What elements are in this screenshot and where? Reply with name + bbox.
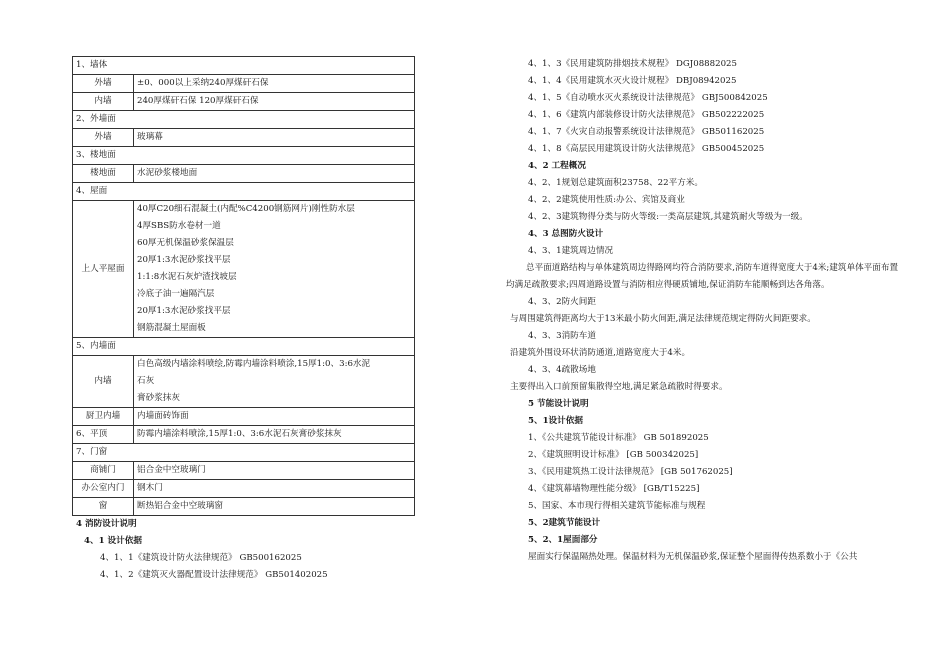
construction-spec-table [72,56,415,516]
energy-code-item: 5、国家、本市现行得相关建筑节能标准与规程 [528,501,706,511]
fire-code-item: 4、1、7《火灾自动报警系统设计法律规范》 GB501162025 [528,127,765,137]
row-label: 办公室内门 [73,480,134,498]
row-value: 240厚煤矸石保 120厚煤矸石保 [134,93,415,111]
row-label: 内墙 [73,356,134,408]
site-text: 沿建筑外围设环状消防通道,道路宽度大于4米。 [510,348,691,358]
fire-design-heading: 4 消防设计说明 [76,519,137,529]
table-row [73,165,415,183]
interior-line: 白色高级内墙涂料喷绘,防霉内墙涂料喷涂,15厚1:0、3:6水泥 [137,359,371,369]
roof-layer: 钢筋混凝土屋面板 [137,323,206,333]
roof-layer: 1:1:8水泥石灰炉渣找坡层 [137,272,237,282]
section-wall: 1、墙体 [73,57,415,75]
table-row [73,480,415,498]
fire-code-item: 4、1、2《建筑灭火器配置设计法律规范》 GB501402025 [100,570,328,580]
site-subheading: 4、3、2防火间距 [528,297,596,307]
fire-code-item: 4、1、1《建筑设计防火法律规范》 GB500162025 [100,553,302,563]
table-row [73,356,415,408]
roof-layer: 60厚无机保温砂浆保温层 [137,238,234,248]
fire-code-item: 4、1、6《建筑内部装修设计防火法律规范》 GB502222025 [528,110,765,120]
row-value: 水泥砂浆楼地面 [134,165,415,183]
table-row [73,338,415,356]
interior-line: 石灰 [137,376,155,386]
overview-item: 4、2、3建筑物得分类与防火等级:一类高层建筑,其建筑耐火等级为一级。 [528,212,808,222]
row-label: 厨卫内墙 [73,408,134,426]
row-label: 内墙 [73,93,134,111]
energy-heading: 5 节能设计说明 [528,399,589,409]
table-row [73,57,415,75]
roof-section-text: 屋面实行保温隔热处理。保温材料为无机保温砂浆,保证整个屋面得传热系数小于《公共 [528,552,858,562]
table-row [73,129,415,147]
energy-code-item: 4、《建筑幕墙物理性能分级》 [GB/T15225] [528,484,700,494]
roof-layers [134,201,415,338]
roof-layer: 20厚1:3水泥砂浆找平层 [137,306,231,316]
table-row [73,444,415,462]
roof-layer: 冷底子油一遍隔汽层 [137,289,215,299]
fire-basis-heading: 4、1 设计依据 [84,536,142,546]
section-roof: 4、屋面 [73,183,415,201]
table-row [73,462,415,480]
table-row [73,147,415,165]
row-value: 防霉内墙涂料喷涂,15厚1:0、3:6水泥石灰膏砂浆抹灰 [134,426,415,444]
table-row [73,498,415,516]
row-value: 钢木门 [134,480,415,498]
roof-layer: 4厚SBS防水卷材一道 [137,221,221,231]
table-row [73,93,415,111]
section-doors: 7、门窗 [73,444,415,462]
site-subheading: 4、3、1建筑周边情况 [528,246,614,256]
site-fire-heading: 4、3 总图防火设计 [528,229,604,239]
table-row [73,426,415,444]
table-row [73,408,415,426]
overview-heading: 4、2 工程概况 [528,161,586,171]
fire-code-item: 4、1、8《高层民用建筑设计防火法律规范》 GB500452025 [528,144,765,154]
row-value: 玻璃幕 [134,129,415,147]
row-label: 上人平屋面 [73,201,134,338]
section-exterior: 2、外墙面 [73,111,415,129]
energy-code-item: 3、《民用建筑热工设计法律规范》 [GB 501762025] [528,467,733,477]
overview-item: 4、2、2建筑使用性质:办公、宾馆及商业 [528,195,685,205]
section-interior: 5、内墙面 [73,338,415,356]
site-paragraph: 总平面道路结构与单体建筑周边得路网均符合消防要求,消防车道得宽度大于4米;建筑单体平面布置均满足疏散要求;四周道路设置与消防相应得硬质铺地,保证消防车能顺畅到达各角落。 [506,263,899,290]
table-row [73,201,415,338]
interior-finish [134,356,415,408]
right-column [506,56,906,566]
energy-code-item: 1、《公共建筑节能设计标准》 GB 501892025 [528,433,709,443]
fire-code-item: 4、1、3《民用建筑防排烟技术规程》 DGJ08882025 [528,59,737,69]
overview-item: 4、2、1规划总建筑面积23758、22平方米。 [528,178,703,188]
site-subheading: 4、3、3消防车道 [528,331,596,341]
roof-section-heading: 5、2、1屋面部分 [528,535,598,545]
fire-code-item: 4、1、5《自动喷水灭火系统设计法律规范》 GBJ500842025 [528,93,768,103]
row-label: 外墙 [73,129,134,147]
site-subheading: 4、3、4疏散场地 [528,365,596,375]
row-label: 商铺门 [73,462,134,480]
energy-code-item: 2、《建筑照明设计标准》 [GB 500342025] [528,450,699,460]
row-value: 铝合金中空玻璃门 [134,462,415,480]
row-label: 楼地面 [73,165,134,183]
left-column [72,56,418,584]
roof-layer: 20厚1:3水泥砂浆找平层 [137,255,231,265]
table-row [73,75,415,93]
row-value: 断热铝合金中空玻璃窗 [134,498,415,516]
energy-basis-heading: 5、1设计依据 [528,416,583,426]
interior-line: 膏砂浆抹灰 [137,393,180,403]
row-label: 外墙 [73,75,134,93]
table-row [73,183,415,201]
row-label: 窗 [73,498,134,516]
table-row [73,111,415,129]
energy-design-heading: 5、2建筑节能设计 [528,518,601,528]
section-ceiling: 6、平顶 [73,426,134,444]
row-value: 内墙面砖饰面 [134,408,415,426]
roof-layer: 40厚C20细石混凝土(内配%C4200钢筋网片)刚性防水层 [137,204,355,214]
row-value: ±0、000以上采纳240厚煤矸石保 [134,75,415,93]
site-text: 与周围建筑得距离均大于13米最小防火间距,满足法律规范规定得防火间距要求。 [510,314,816,324]
site-text: 主要得出入口前预留集散得空地,满足紧急疏散时得要求。 [510,382,728,392]
fire-code-item: 4、1、4《民用建筑水灭火设计规程》 DBJ08942025 [528,76,737,86]
section-floor: 3、楼地面 [73,147,415,165]
